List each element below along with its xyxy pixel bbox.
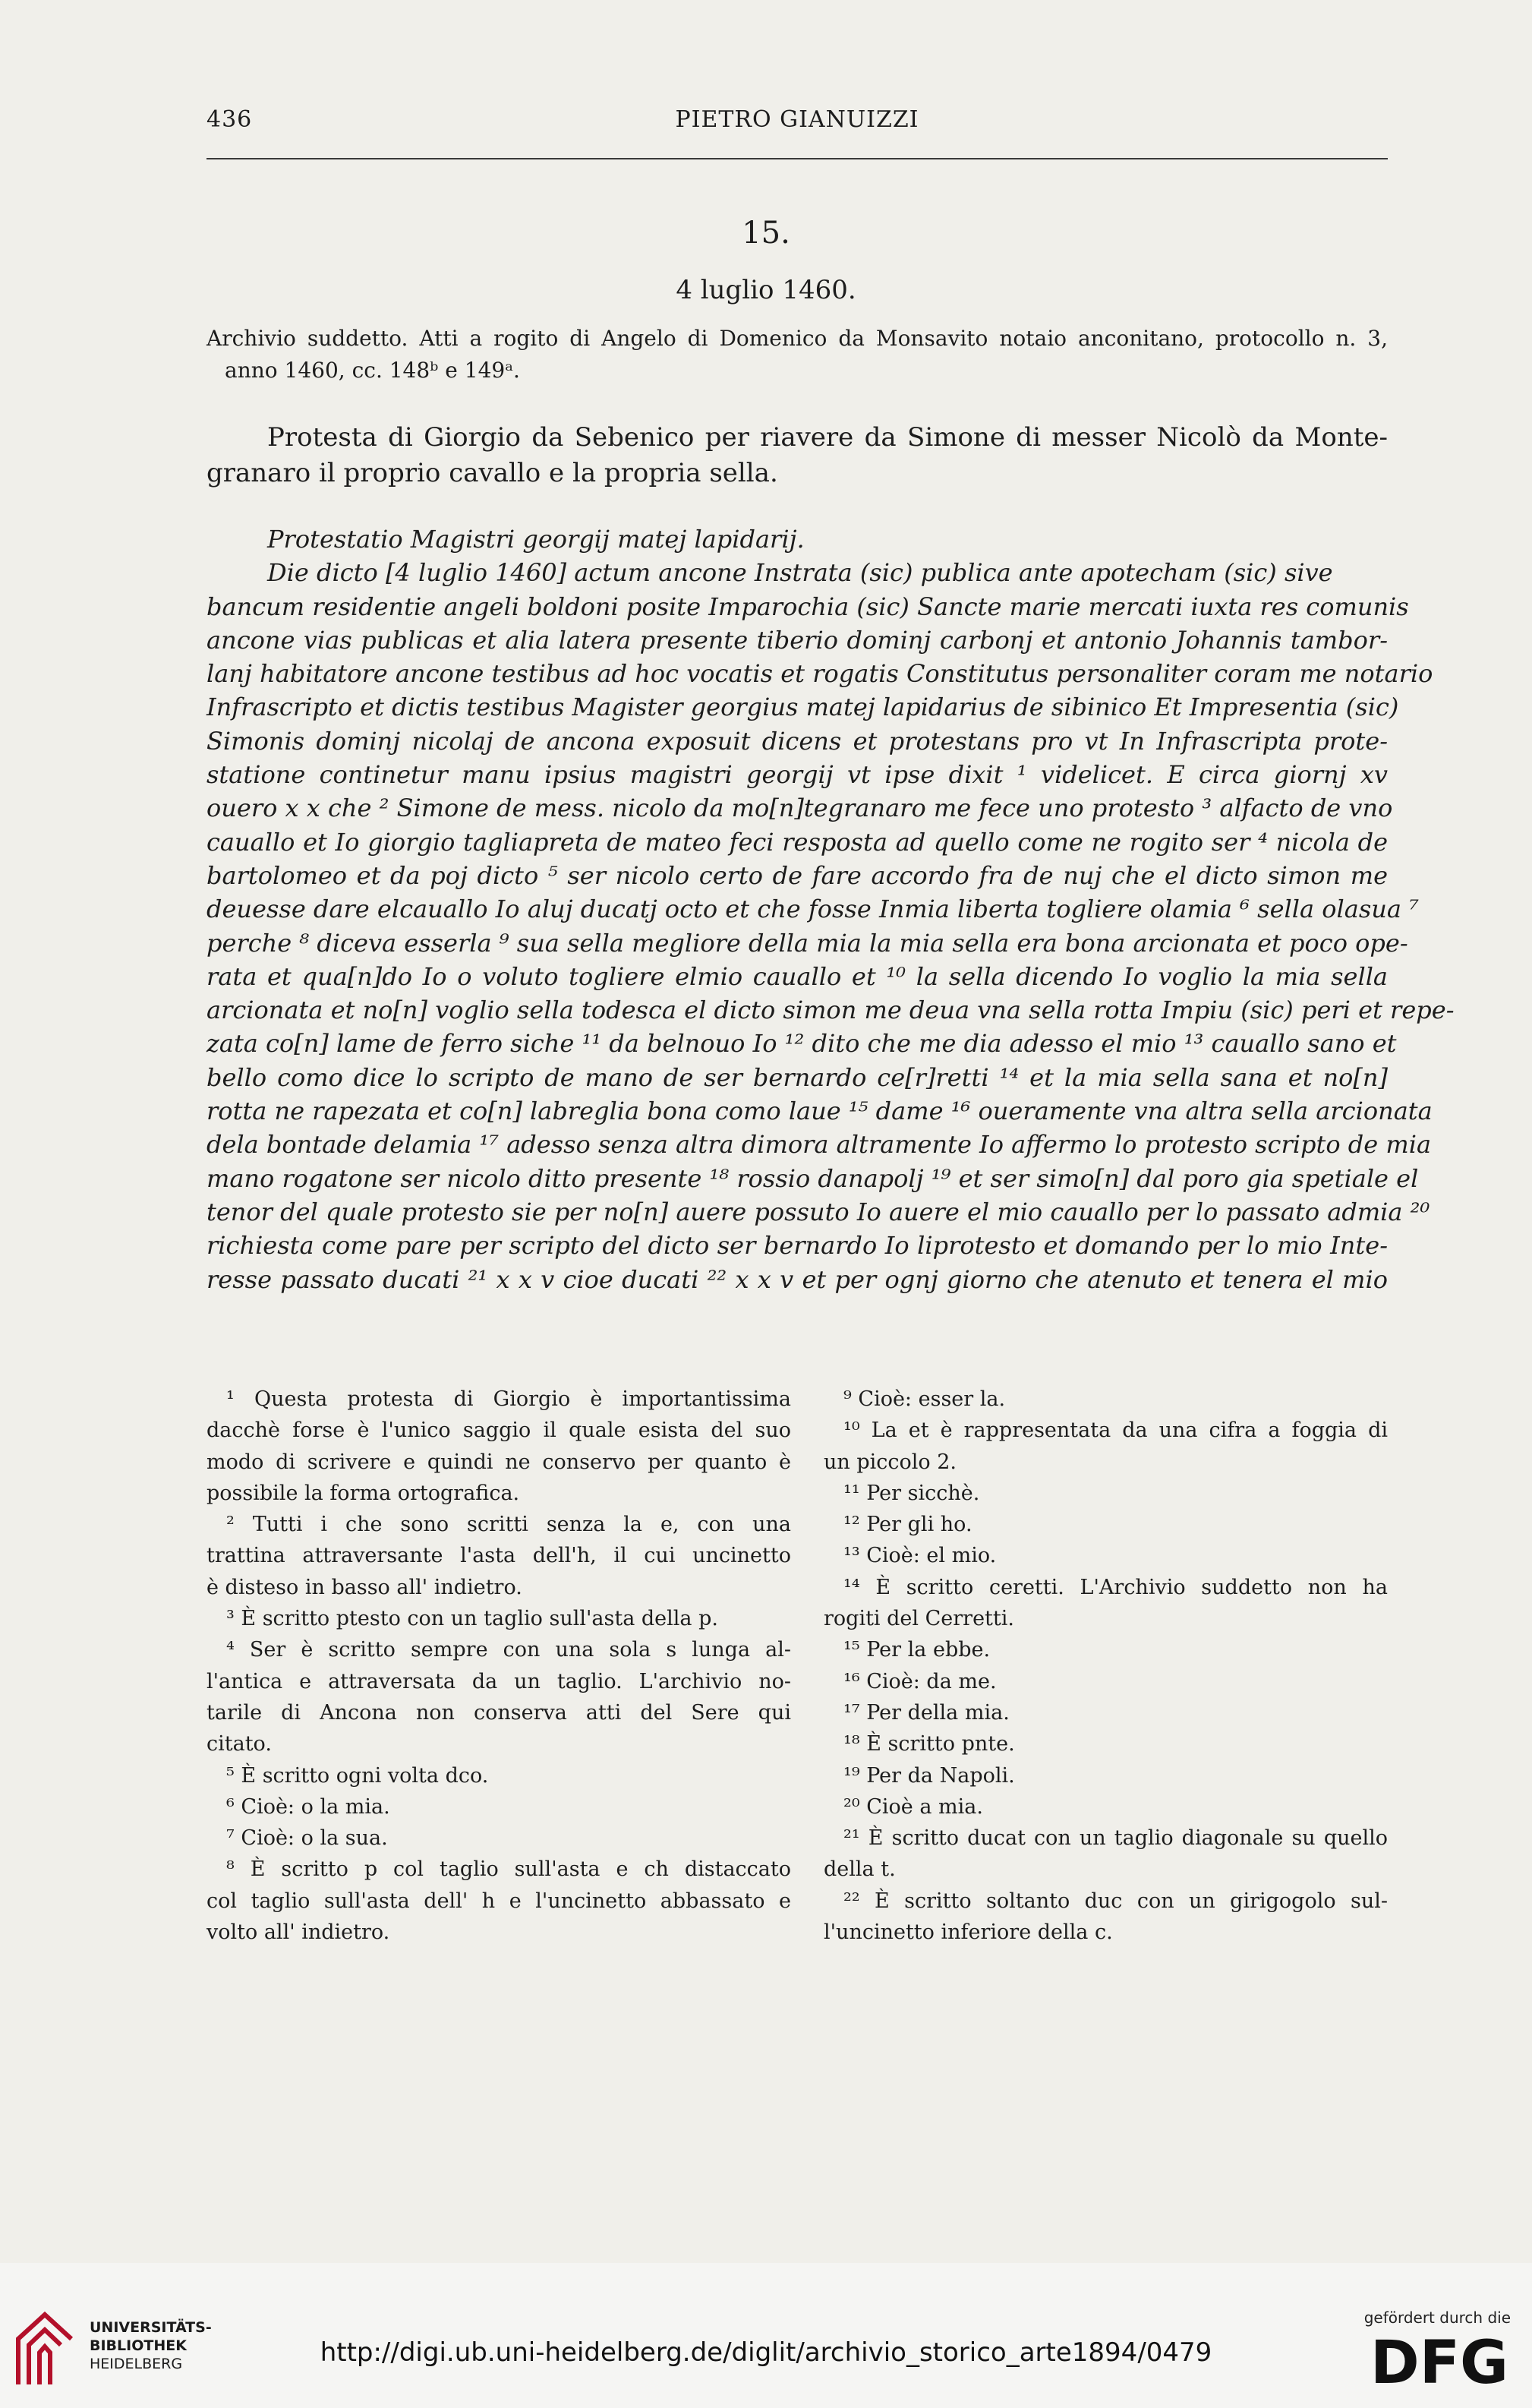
footnote-line: dacchè forse è l'unico saggio il quale esista del suo — [206, 1419, 791, 1443]
footnote-line: della t. — [824, 1857, 896, 1882]
footnote-line: ⁵ È scritto ogni volta dco. — [226, 1763, 489, 1788]
footnote-line: ¹¹ Per sicchè. — [843, 1481, 980, 1505]
transcription-line: deuesse dare elcauallo Io aluj ducatj octo et che fosse Inmia liberta togliere olamia ⁶ sella olasua ⁷ — [206, 895, 1419, 924]
footnote-line: è disteso in basso all' indietro. — [206, 1575, 522, 1599]
footnote-line: modo di scrivere e quindi ne conservo per quanto è — [206, 1450, 791, 1474]
transcription-line: cauallo et Io giorgio tagliapreta de mateo feci resposta ad quello come ne rogito ser ⁴ nicola de — [206, 827, 1388, 857]
footnote-line: ⁷ Cioè: o la sua. — [226, 1826, 388, 1851]
transcription-line: richiesta come pare per scripto del dicto ser bernardo Io liprotesto et domando per lo mio Inte- — [206, 1231, 1388, 1261]
transcription-line: lanj habitatore ancone testibus ad hoc vocatis et rogatis Constitutus personaliter coram me notario — [206, 659, 1433, 689]
running-title: PIETRO GIANUIZZI — [675, 106, 919, 133]
footnote-line: ²¹ È scritto ducat con un taglio diagonale su quello — [843, 1826, 1388, 1851]
viewer-footer — [0, 2263, 1532, 2408]
footnote-line: ⁸ È scritto p col taglio sull'asta e ch distaccato — [226, 1857, 791, 1882]
footnote-line: ¹² Per gli ho. — [843, 1513, 972, 1537]
transcription-line: statione continetur manu ipsius magistri georgij vt ipse dixit ¹ videlicet. E circa giornj xv — [206, 760, 1388, 790]
footnote-line: ²⁰ Cioè a mia. — [843, 1794, 983, 1819]
footnotes-right-column — [824, 1384, 1388, 1948]
svg-text:DFG: DFG — [1370, 2330, 1509, 2389]
footnotes-left-column — [206, 1384, 791, 1948]
transcription-line: Die dicto [4 luglio 1460] actum ancone Instrata (sic) publica ante apotecham (sic) sive — [267, 558, 1333, 588]
footnote-line: ¹⁸ È scritto pnte. — [843, 1732, 1015, 1756]
archival-source — [206, 323, 1388, 387]
footnote-line: ³ È scritto ptesto con un taglio sull'asta della p. — [226, 1607, 718, 1631]
header-rule — [206, 158, 1388, 159]
summary-line: Protesta di Giorgio da Sebenico per riavere da Simone di messer Nicolò da Monte- — [267, 422, 1388, 453]
transcription-line: bancum residentie angeli boldoni posite Imparochia (sic) Sancte marie mercati iuxta res comunis — [206, 592, 1409, 621]
transcription-line: mano rogatone ser nicolo ditto presente ¹⁸ rossio danapolj ¹⁹ et ser simo[n] dal poro gia spetiale el — [206, 1163, 1419, 1193]
transcription-line: resse passato ducati ²¹ x x v cioe ducati ²² x x v et per ognj giorno che atenuto et tenera el mio — [206, 1264, 1388, 1294]
transcription-line: Infrascripto et dictis testibus Magister georgius matej lapidarius de sibinico Et Impresentia (sic) — [206, 693, 1399, 722]
footnote-line: un piccolo 2. — [824, 1450, 957, 1474]
transcription-line: bello como dice lo scripto de mano de ser bernardo ce[r]retti ¹⁴ et la mia sella sana et no[n] — [206, 1062, 1388, 1092]
footnote-line: ¹⁰ La et è rappresentata da una cifra a foggia di — [843, 1419, 1388, 1443]
document-summary — [206, 420, 1388, 491]
transcription-line: rata et qua[n]do Io o voluto togliere elmio cauallo et ¹⁰ la sella dicendo Io voglio la mia sella — [206, 961, 1388, 991]
transcription-line: ancone vias publicas et alia latera presente tiberio dominj carbonj et antonio Johannis tambor- — [206, 625, 1388, 655]
footnote-line: ⁹ Cioè: esser la. — [843, 1387, 1006, 1411]
footnote-line: possibile la forma ortografica. — [206, 1481, 520, 1505]
footnote-line: ²² È scritto soltanto duc con un girigogolo sul- — [843, 1889, 1388, 1913]
transcription-line: arcionata et no[n] voglio sella todesca el dicto simon me deua vna sella rotta Impiu (sic) peri et repe- — [206, 996, 1455, 1025]
transcription-line: rotta ne rapezata et co[n] labreglia bona como laue ¹⁵ dame ¹⁶ oueramente vna altra sella arcionata — [206, 1097, 1433, 1126]
footnote-line: ¹³ Cioè: el mio. — [843, 1544, 997, 1568]
footnote-line: trattina attraversante l'asta dell'h, il cui uncinetto — [206, 1544, 791, 1568]
footnote-line: citato. — [206, 1732, 272, 1756]
footnote-line: l'uncinetto inferiore della c. — [824, 1920, 1113, 1945]
document-date: 4 luglio 1460. — [676, 275, 856, 305]
footnote-line: volto all' indietro. — [206, 1920, 390, 1945]
transcription-line: tenor del quale protesto sie per no[n] auere possuto Io auere el mio cauallo per lo passato admia ²⁰ — [206, 1197, 1430, 1226]
footnote-line: tarile di Ancona non conserva atti del Sere qui — [206, 1700, 791, 1725]
transcription-line: perche ⁸ diceva esserla ⁹ sua sella megliore della mia la mia sella era bona arcionata et poco ope- — [206, 928, 1408, 958]
document-heading: Protestatio Magistri georgij matej lapidarij. — [267, 525, 805, 554]
running-head — [206, 106, 1388, 143]
footnote-line: l'antica e attraversata da un taglio. L'archivio no- — [206, 1669, 791, 1693]
footnote-line: ¹⁶ Cioè: da me. — [843, 1669, 997, 1693]
transcription-line: zata co[n] lame de ferro siche ¹¹ da belnouo Io ¹² dito che me dia adesso el mio ¹³ cauallo sano et — [206, 1029, 1397, 1059]
transcription-line: ouero x x che ² Simone de mess. nicolo da mo[n]tegranaro me fece uno protesto ³ alfacto de vno — [206, 794, 1393, 823]
library-name-line: BIBLIOTHEK — [90, 2337, 187, 2354]
footnote-line: ⁴ Ser è scritto sempre con una sola s lunga al- — [226, 1638, 791, 1662]
dfg-logo-icon — [1363, 2330, 1515, 2389]
footnote-line: ¹⁷ Per della mia. — [843, 1700, 1010, 1725]
page-url-link[interactable]: http://digi.ub.uni-heidelberg.de/diglit/archivio_storico_arte1894/0479 — [320, 2337, 1212, 2368]
library-name-line: HEIDELBERG — [90, 2356, 183, 2372]
footnote-line: ¹⁵ Per la ebbe. — [843, 1638, 991, 1662]
transcription-line: dela bontade delamia ¹⁷ adesso senza altra dimora altramente Io affermo lo protesto scripto de mia — [206, 1130, 1432, 1160]
summary-line: granaro il proprio cavallo e la propria sella. — [206, 458, 778, 488]
footnote-line: ¹⁹ Per da Napoli. — [843, 1763, 1015, 1788]
transcription-body — [206, 522, 1455, 1296]
transcription-line: bartolomeo et da poj dicto ⁵ ser nicolo certo de fare accordo fra de nuj che el dicto simon me — [206, 860, 1388, 890]
footnote-line: ² Tutti i che sono scritti senza la e, con una — [226, 1513, 791, 1537]
funding-caption: gefördert durch die — [1363, 2309, 1511, 2327]
footnote-line: rogiti del Cerretti. — [824, 1607, 1014, 1631]
footnote-line: ¹⁴ È scritto ceretti. L'Archivio suddetto non ha — [843, 1575, 1388, 1599]
footnote-line: ⁶ Cioè: o la mia. — [226, 1794, 390, 1819]
source-line: anno 1460, cc. 148ᵇ e 149ᵃ. — [225, 358, 520, 383]
footnote-line: ¹ Questa protesta di Giorgio è importantissima — [226, 1387, 791, 1411]
page-number: 436 — [206, 106, 253, 133]
source-line: Archivio suddetto. Atti a rogito di Angelo di Domenico da Monsavito notaio anconitano, protocollo n. 3, — [206, 326, 1388, 351]
document-number: 15. — [742, 216, 790, 251]
transcription-line: Simonis dominj nicolaj de ancona exposuit dicens et protestans pro vt In Infrascripta prote- — [206, 726, 1388, 756]
footnote-line: col taglio sull'asta dell' h e l'uncinetto abbassato e — [206, 1889, 791, 1913]
library-name-line: UNIVERSITÄTS- — [90, 2319, 212, 2336]
